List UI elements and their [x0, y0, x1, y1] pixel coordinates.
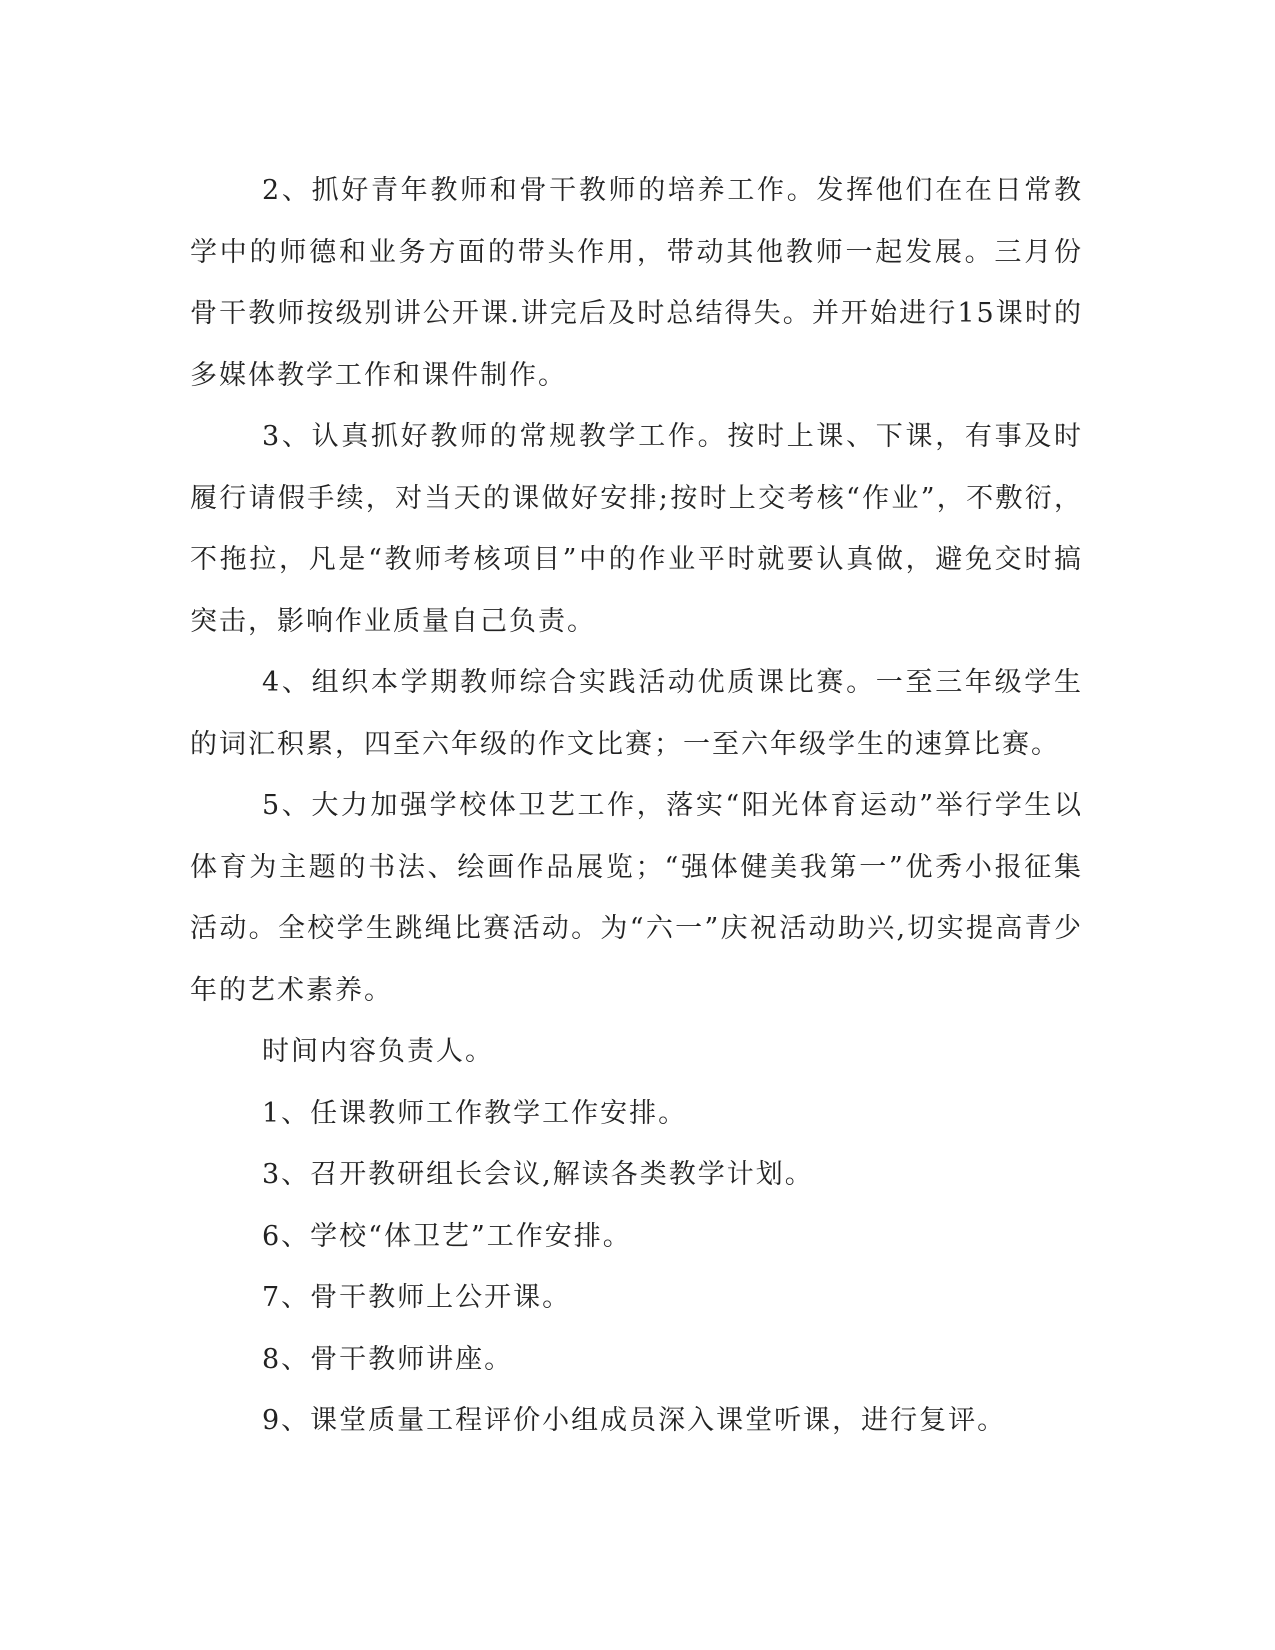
schedule-item-8: 8、骨干教师讲座。	[262, 1343, 514, 1375]
schedule-item-9: 9、课堂质量工程评价小组成员深入课堂听课，进行复评。	[262, 1405, 1007, 1436]
document-body	[190, 160, 1083, 1452]
paragraph-item-3: 3、认真抓好教师的常规教学工作。按时上课、下课，有事及时履行请假手续，对当天的课做好安排;按时上交考核“作业”，不敷衍，不拖拉，凡是“教师考核项目”中的作业平时就要认真做，避免交时搞突击，影响作业质量自己负责。	[190, 421, 1083, 637]
schedule-item-7: 7、骨干教师上公开课。	[262, 1282, 572, 1313]
schedule-item-1: 1、任课教师工作教学工作安排。	[262, 1097, 688, 1129]
schedule-item-6: 6、学校“体卫艺”工作安排。	[262, 1220, 632, 1252]
paragraph-item-5: 5、大力加强学校体卫艺工作，落实“阳光体育运动”举行学生以体育为主题的书法、绘画作品展览；“强体健美我第一”优秀小报征集活动。全校学生跳绳比赛活动。为“六一”庆祝活动助兴,切实提高青少年的艺术素养。	[190, 790, 1083, 1006]
paragraph-item-2: 2、抓好青年教师和骨干教师的培养工作。发挥他们在在日常教学中的师德和业务方面的带头作用，带动其他教师一起发展。三月份骨干教师按级别讲公开课.讲完后及时总结得失。并开始进行15课时的多媒体教学工作和课件制作。	[190, 175, 1083, 391]
paragraph-item-4: 4、组织本学期教师综合实践活动优质课比赛。一至三年级学生的词汇积累，四至六年级的作文比赛；一至六年级学生的速算比赛。	[190, 667, 1083, 760]
schedule-item-3: 3、召开教研组长会议,解读各类教学计划。	[262, 1159, 814, 1190]
schedule-header: 时间内容负责人。	[262, 1036, 494, 1067]
